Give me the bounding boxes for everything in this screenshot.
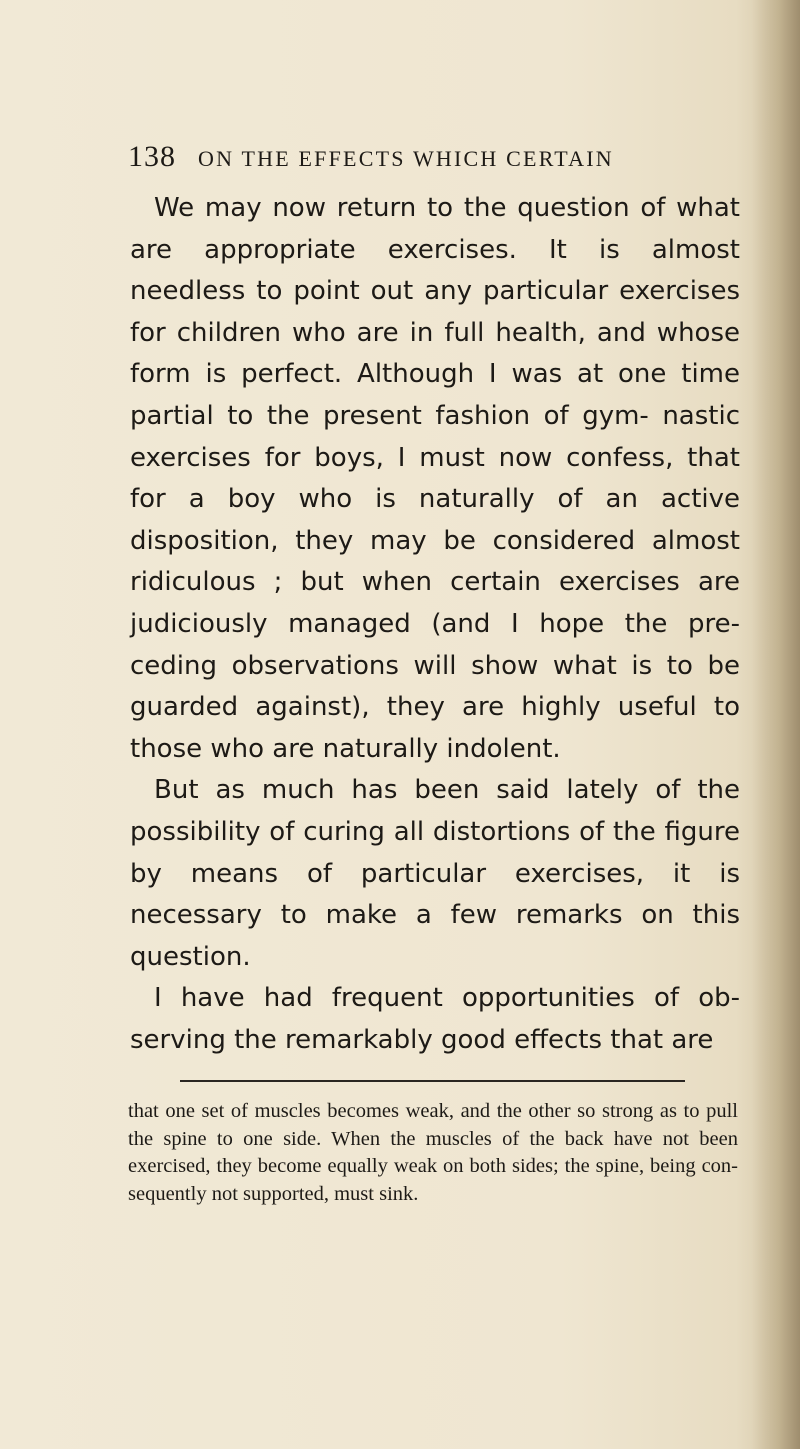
page-header — [128, 140, 728, 180]
footnote: that one set of muscles becomes weak, and the other so strong as to pull the spine to one side. When the muscles of the back have not been exercised, they become equally weak on both sides; the spine, being con- sequently not supported, must sink. — [128, 1100, 738, 1205]
paragraph-2: But as much has been said lately of the possibility of curing all distortions of the figure by means of particular exercises, it is necessary to make a few remarks on this question. — [130, 775, 740, 972]
page-number: 138 — [128, 140, 176, 173]
running-head: ON THE EFFECTS WHICH CERTAIN — [198, 146, 614, 171]
page-edge-shadow — [752, 0, 800, 1449]
footnote-rule — [180, 1080, 685, 1082]
body-text — [130, 188, 740, 1061]
paragraph-3: I have had frequent opportunities of ob- serving the remarkably good effects that are — [130, 983, 740, 1055]
paragraph-1: We may now return to the question of what are appropriate exercises. It is almost needless to point out any particular exercises for children who are in full health, and whose form is perfect. Although I was at one time partial to the present fashion of gym- nastic exercises for boys, I must now confess, that for a boy who is naturally of an active disposition, they may be considered almost ridiculous ; but when certain exercises are judiciously managed (and I hope the pre- ceding observations will show what is to be guarded against), they are highly useful to those who are naturally indolent. — [130, 193, 740, 764]
